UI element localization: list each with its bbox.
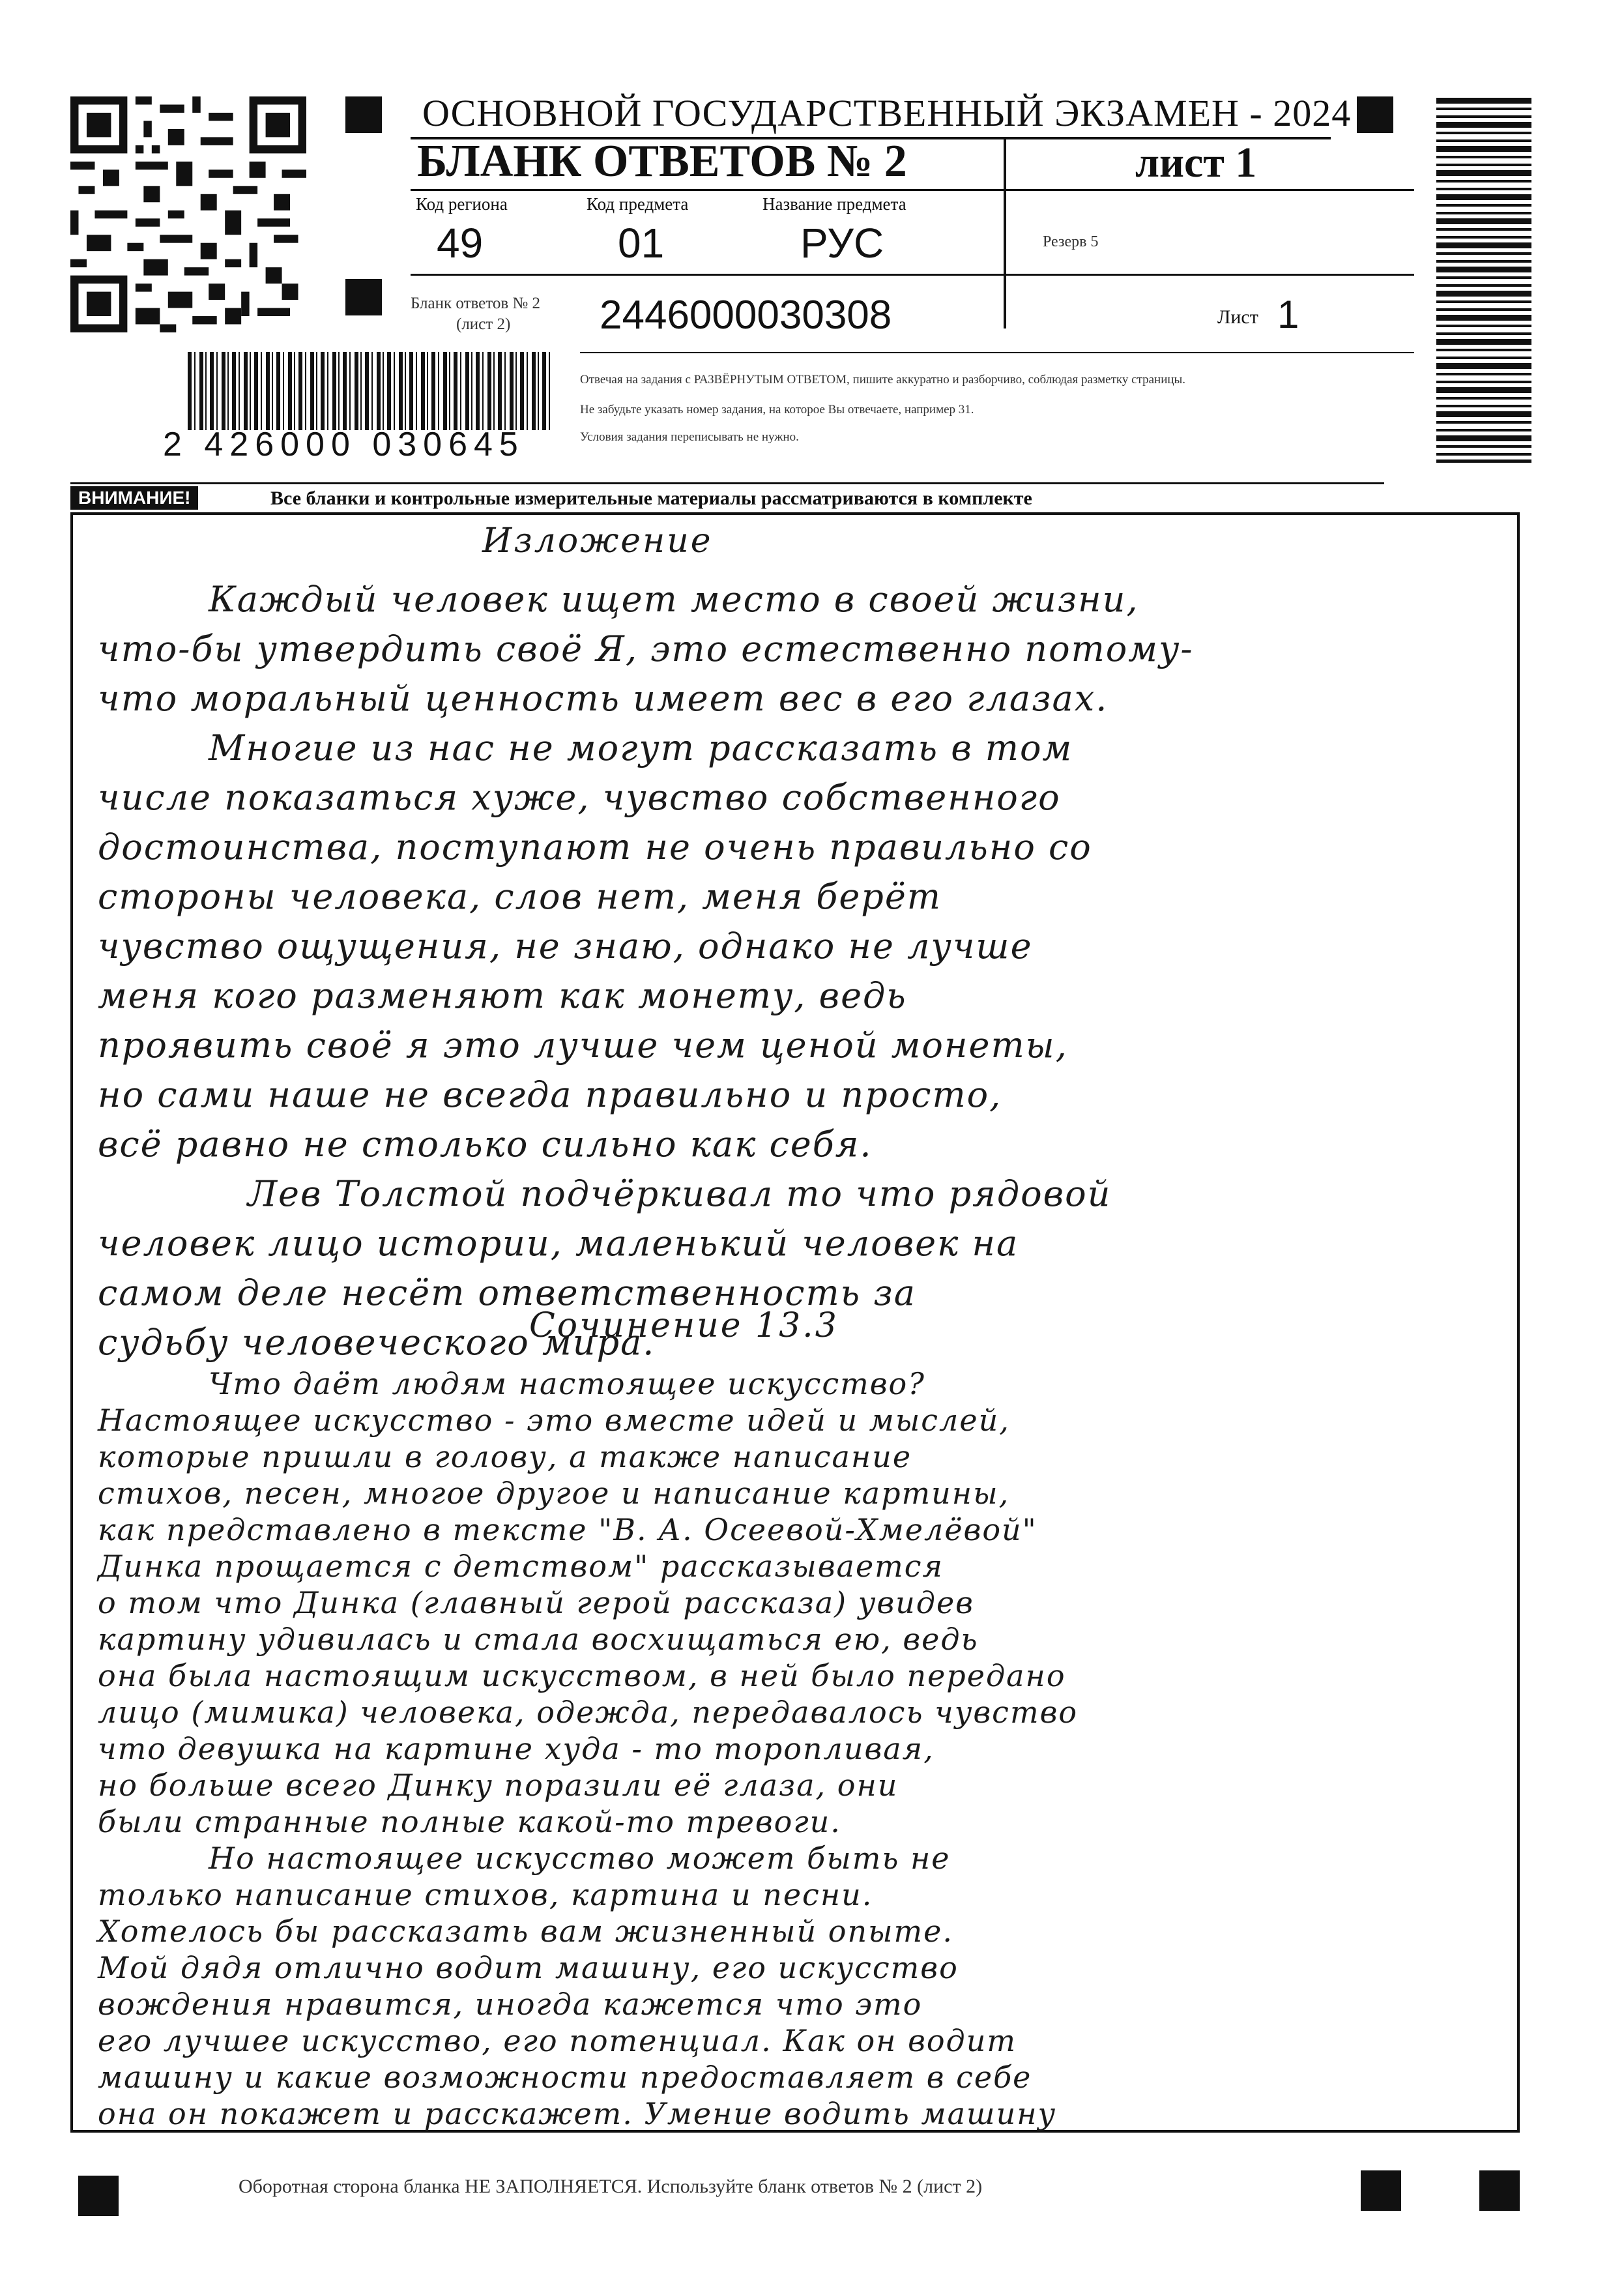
text-line: судьбу человеческого мира. <box>98 1322 656 1363</box>
sheet-label: Лист <box>1217 306 1258 328</box>
text-line: стихов, песен, многое другое и написание картины, <box>98 1476 1010 1511</box>
text-line: Что даёт людям настоящее искусство? <box>209 1366 925 1401</box>
barcode-number: 2 426000 030645 <box>163 426 525 463</box>
region-label: Код региона <box>416 194 508 214</box>
corner-marker-right <box>1357 96 1393 133</box>
subject-name-value: РУС <box>800 220 884 267</box>
text-line: человек лицо истории, маленький человек на <box>98 1223 1019 1264</box>
text-line: Мой дядя отлично водит машину, его искусство <box>98 1950 959 1985</box>
text-line: она была настоящим искусством, в ней было передано <box>98 1658 1066 1693</box>
blank-ref-label-2: (лист 2) <box>456 315 511 333</box>
attention-rule <box>70 482 1384 484</box>
text-line: что моральный ценность имеет вес в его глазах. <box>98 678 1109 719</box>
sheet-title: лист 1 <box>1135 139 1257 186</box>
subject-code-value: 01 <box>618 220 665 267</box>
text-line: она он покажет и расскажет. Умение водить машину <box>98 2096 1057 2131</box>
subject-name-label: Название предмета <box>762 194 906 214</box>
footer-marker-left <box>78 2176 119 2216</box>
text-line: Динка прощается с детством" рассказывается <box>98 1549 944 1584</box>
subject-code-label: Код предмета <box>587 194 689 214</box>
attention-badge: ВНИМАНИЕ! <box>70 486 198 510</box>
reserve-label: Резерв 5 <box>1043 233 1099 250</box>
text-line: достоинства, поступают не очень правильно со <box>98 826 1092 868</box>
text-line: но сами наше не всегда правильно и просто, <box>98 1074 1002 1115</box>
text-line: меня кого разменяют как монету, ведь <box>98 975 907 1016</box>
number-underline <box>580 352 1414 353</box>
text-line: Многие из нас не могут рассказать в том <box>209 727 1073 768</box>
text-line: Каждый человек ищет место в своей жизни, <box>209 579 1139 620</box>
text-line: числе показаться хуже, чувство собственного <box>98 777 1061 818</box>
text-line: лицо (мимика) человека, одежда, передавалось чувство <box>98 1695 1079 1730</box>
instruction-3: Условия задания переписывать не нужно. <box>580 430 799 444</box>
text-line: но больше всего Динку поразили её глаза, они <box>98 1768 899 1803</box>
text-line: машину и какие возможности предоставляет в себе <box>98 2060 1032 2095</box>
attention-text: Все бланки и контрольные измерительные материалы рассматриваются в комплекте <box>270 488 1032 509</box>
main-barcode <box>188 352 553 430</box>
text-line: Лев Толстой подчёркивал то что рядовой <box>248 1173 1112 1214</box>
qr-code <box>70 96 306 332</box>
text-line: которые пришли в голову, а также написание <box>98 1439 912 1474</box>
text-line: Но настоящее искусство может быть не <box>209 1841 951 1876</box>
text-line: картину удивилась и стала восхищаться ею, ведь <box>98 1622 979 1657</box>
text-line: о том что Динка (главный герой рассказа) увидев <box>98 1585 974 1620</box>
text-line: всё равно не столько сильно как себя. <box>98 1124 873 1165</box>
izlozhenie-lines <box>98 579 1194 1371</box>
text-line: его лучшее искусство, его потенциал. Как он водит <box>98 2023 1017 2058</box>
side-barcode <box>1436 98 1531 463</box>
mid-marker <box>345 279 382 315</box>
text-line: вождения нравится, иногда кажется что это <box>98 1987 923 2022</box>
text-line: что-бы утвердить своё Я, это естественно потому- <box>98 628 1194 669</box>
text-line: чувство ощущения, не знаю, однако не лучше <box>98 926 1033 967</box>
instruction-2: Не забудьте указать номер задания, на которое Вы отвечаете, например 31. <box>580 403 974 416</box>
heading-sochinenie: Сочинение 13.3 <box>529 1306 839 1345</box>
blank-title-underline <box>411 189 1414 191</box>
blank-number: 2446000030308 <box>600 293 892 338</box>
text-line: самом деле несёт ответственность за <box>98 1272 916 1313</box>
sochinenie-lines <box>98 1366 1078 2133</box>
blank-title: БЛАНК ОТВЕТОВ № 2 <box>417 136 907 186</box>
instruction-1: Отвечая на задания с РАЗВЁРНУТЫМ ОТВЕТОМ, пишите аккуратно и разборчиво, соблюдая разметку страницы. <box>580 373 1186 387</box>
heading-izlozhenie: Изложение <box>482 521 713 561</box>
text-line: проявить своё я это лучше чем ценой монеты, <box>98 1025 1068 1066</box>
text-line: что девушка на картине худа - то торопливая, <box>98 1731 935 1766</box>
text-line: Хотелось бы рассказать вам жизненный опыте. <box>98 1914 953 1949</box>
footer-marker-right <box>1479 2170 1520 2211</box>
footer-marker-mid <box>1361 2170 1401 2211</box>
exam-title: ОСНОВНОЙ ГОСУДАРСТВЕННЫЙ ЭКЗАМЕН - 2024 <box>422 92 1352 134</box>
text-line: были странные полные какой-то тревоги. <box>98 1804 841 1839</box>
footer-note: Оборотная сторона бланка НЕ ЗАПОЛНЯЕТСЯ. Используйте бланк ответов № 2 (лист 2) <box>239 2176 983 2197</box>
text-line: только написание стихов, картина и песни. <box>98 1877 873 1912</box>
region-value: 49 <box>437 220 484 267</box>
corner-marker-left <box>345 96 382 133</box>
title-divider <box>1004 139 1006 328</box>
text-line: как представлено в тексте "В. А. Осеевой-Хмелёвой" <box>98 1512 1037 1547</box>
text-line: стороны человека, слов нет, меня берёт <box>98 876 942 917</box>
blank-ref-label-1: Бланк ответов № 2 <box>411 295 540 312</box>
codes-underline <box>411 274 1414 276</box>
text-line: Настоящее искусство - это вместе идей и мыслей, <box>98 1403 1010 1438</box>
sheet-value: 1 <box>1277 293 1299 336</box>
